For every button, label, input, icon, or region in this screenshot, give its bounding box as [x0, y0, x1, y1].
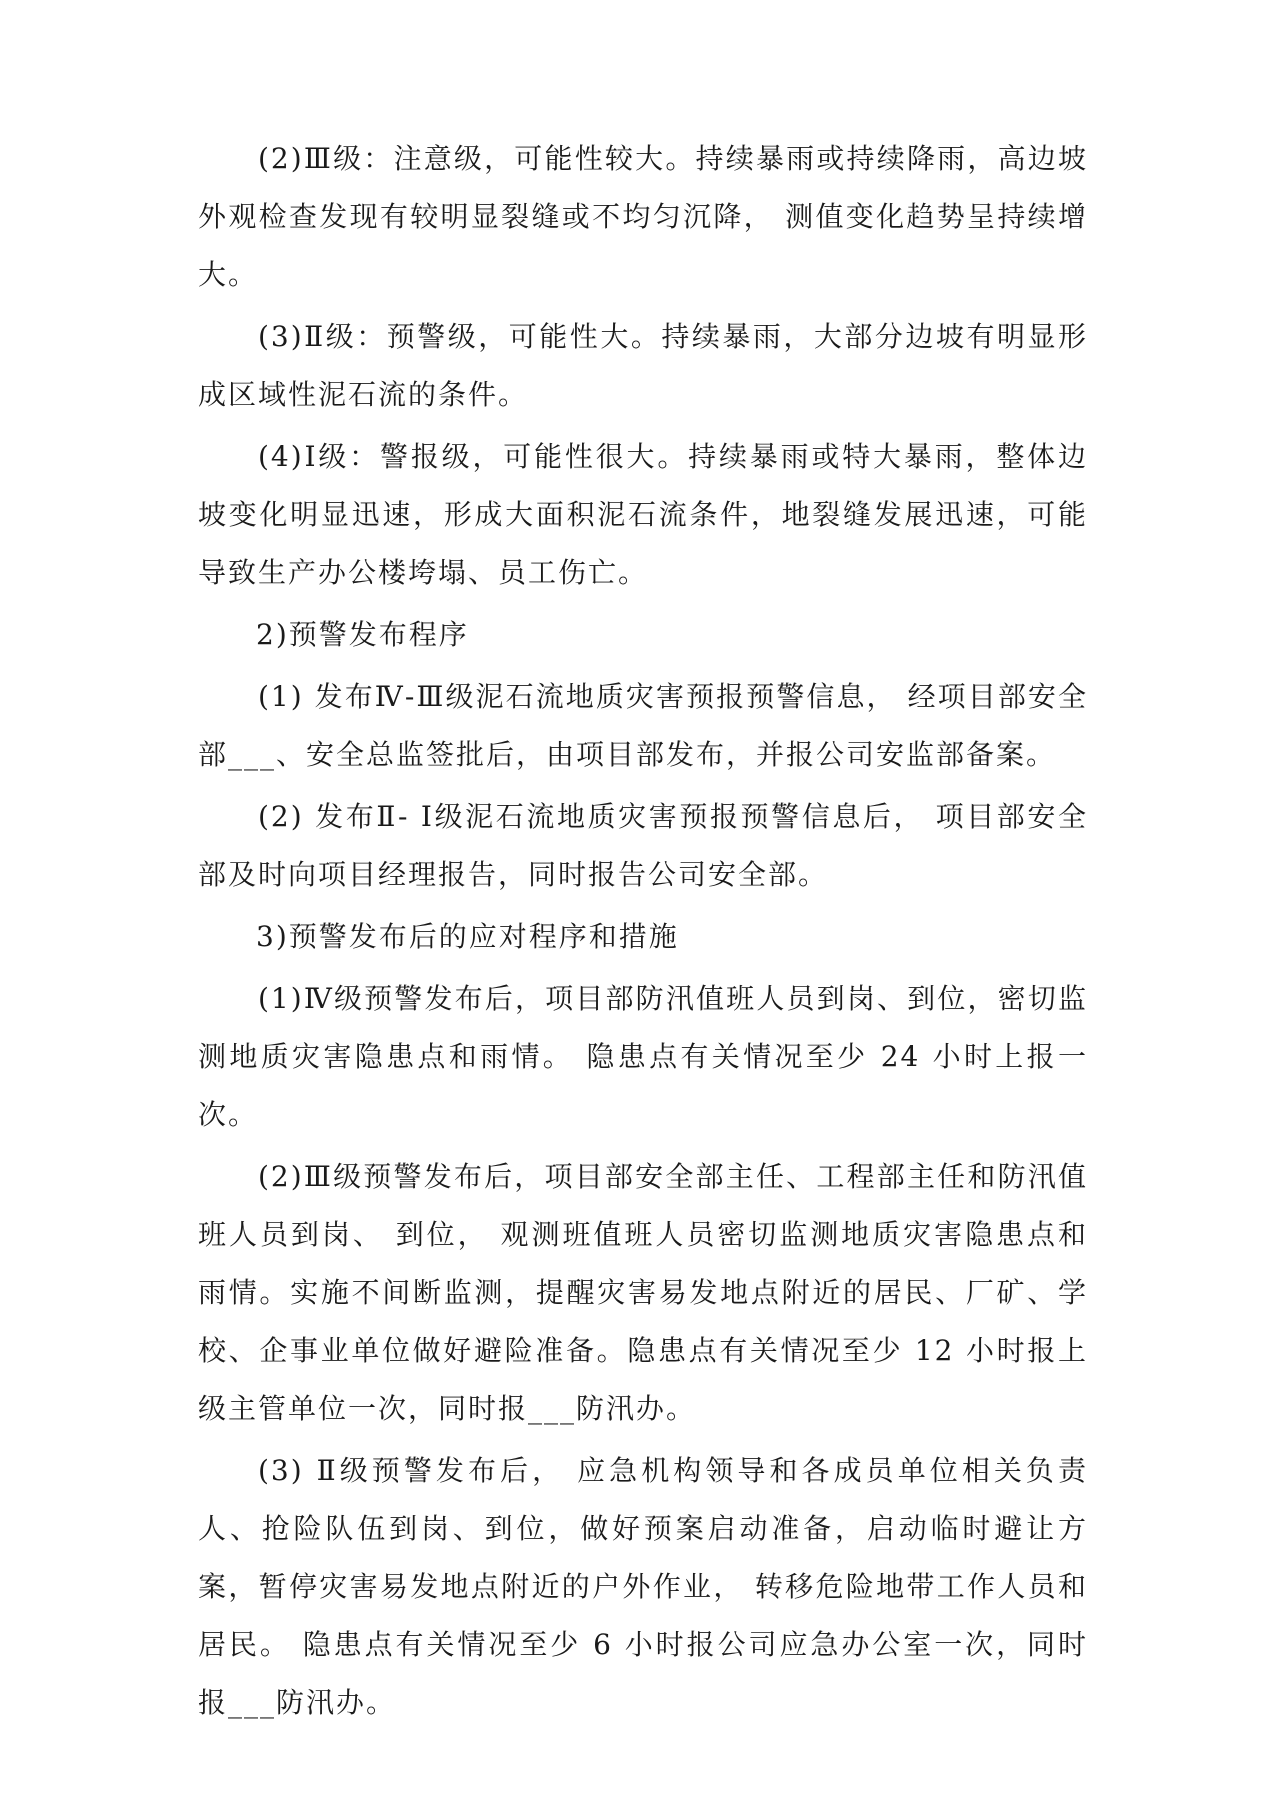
document-body [198, 130, 1088, 1736]
paragraph-response-level-4: (1)Ⅳ级预警发布后，项目部防汛值班人员到岗、到位，密切监测地质灾害隐患点和雨情。 隐患点有关情况至少 24 小时上报一次。 [198, 982, 1088, 1131]
paragraph-procedure-2: (2) 发布Ⅱ- Ⅰ级泥石流地质灾害预报预警信息后， 项目部安全部及时向项目经理报告，同时报告公司安全部。 [198, 800, 1088, 891]
paragraph-level-1: (4)Ⅰ级：警报级，可能性很大。持续暴雨或特大暴雨，整体边坡变化明显迅速，形成大面积泥石流条件，地裂缝发展迅速，可能导致生产办公楼垮塌、员工伤亡。 [198, 440, 1088, 589]
paragraph-procedure-1: (1) 发布Ⅳ-Ⅲ级泥石流地质灾害预报预警信息， 经项目部安全部___、安全总监签批后，由项目部发布，并报公司安监部备案。 [198, 680, 1088, 771]
section-heading-warning-procedure: 2)预警发布程序 [256, 618, 469, 651]
paragraph-response-level-3: (2)Ⅲ级预警发布后，项目部安全部主任、工程部主任和防汛值班人员到岗、 到位， 观测班值班人员密切监测地质灾害隐患点和雨情。实施不间断监测，提醒灾害易发地点附近的居民、厂矿、学校、企事业单位做好避险准备。隐患点有关情况至少 12 小时报上级主管单位一次，同时报___防汛办。 [198, 1160, 1088, 1425]
paragraph-response-level-2: (3) Ⅱ级预警发布后， 应急机构领导和各成员单位相关负责人、抢险队伍到岗、到位，做好预案启动准备，启动临时避让方案，暂停灾害易发地点附近的户外作业， 转移危险地带工作人员和居民。 隐患点有关情况至少 6 小时报公司应急办公室一次，同时报___防汛办。 [198, 1454, 1088, 1719]
section-heading-response-measures: 3)预警发布后的应对程序和措施 [256, 920, 679, 953]
paragraph-level-2: (3)Ⅱ级：预警级，可能性大。持续暴雨，大部分边坡有明显形成区域性泥石流的条件。 [198, 320, 1088, 411]
paragraph-level-3: (2)Ⅲ级：注意级，可能性较大。持续暴雨或持续降雨，高边坡外观检查发现有较明显裂缝或不均匀沉降， 测值变化趋势呈持续增大。 [198, 142, 1088, 291]
